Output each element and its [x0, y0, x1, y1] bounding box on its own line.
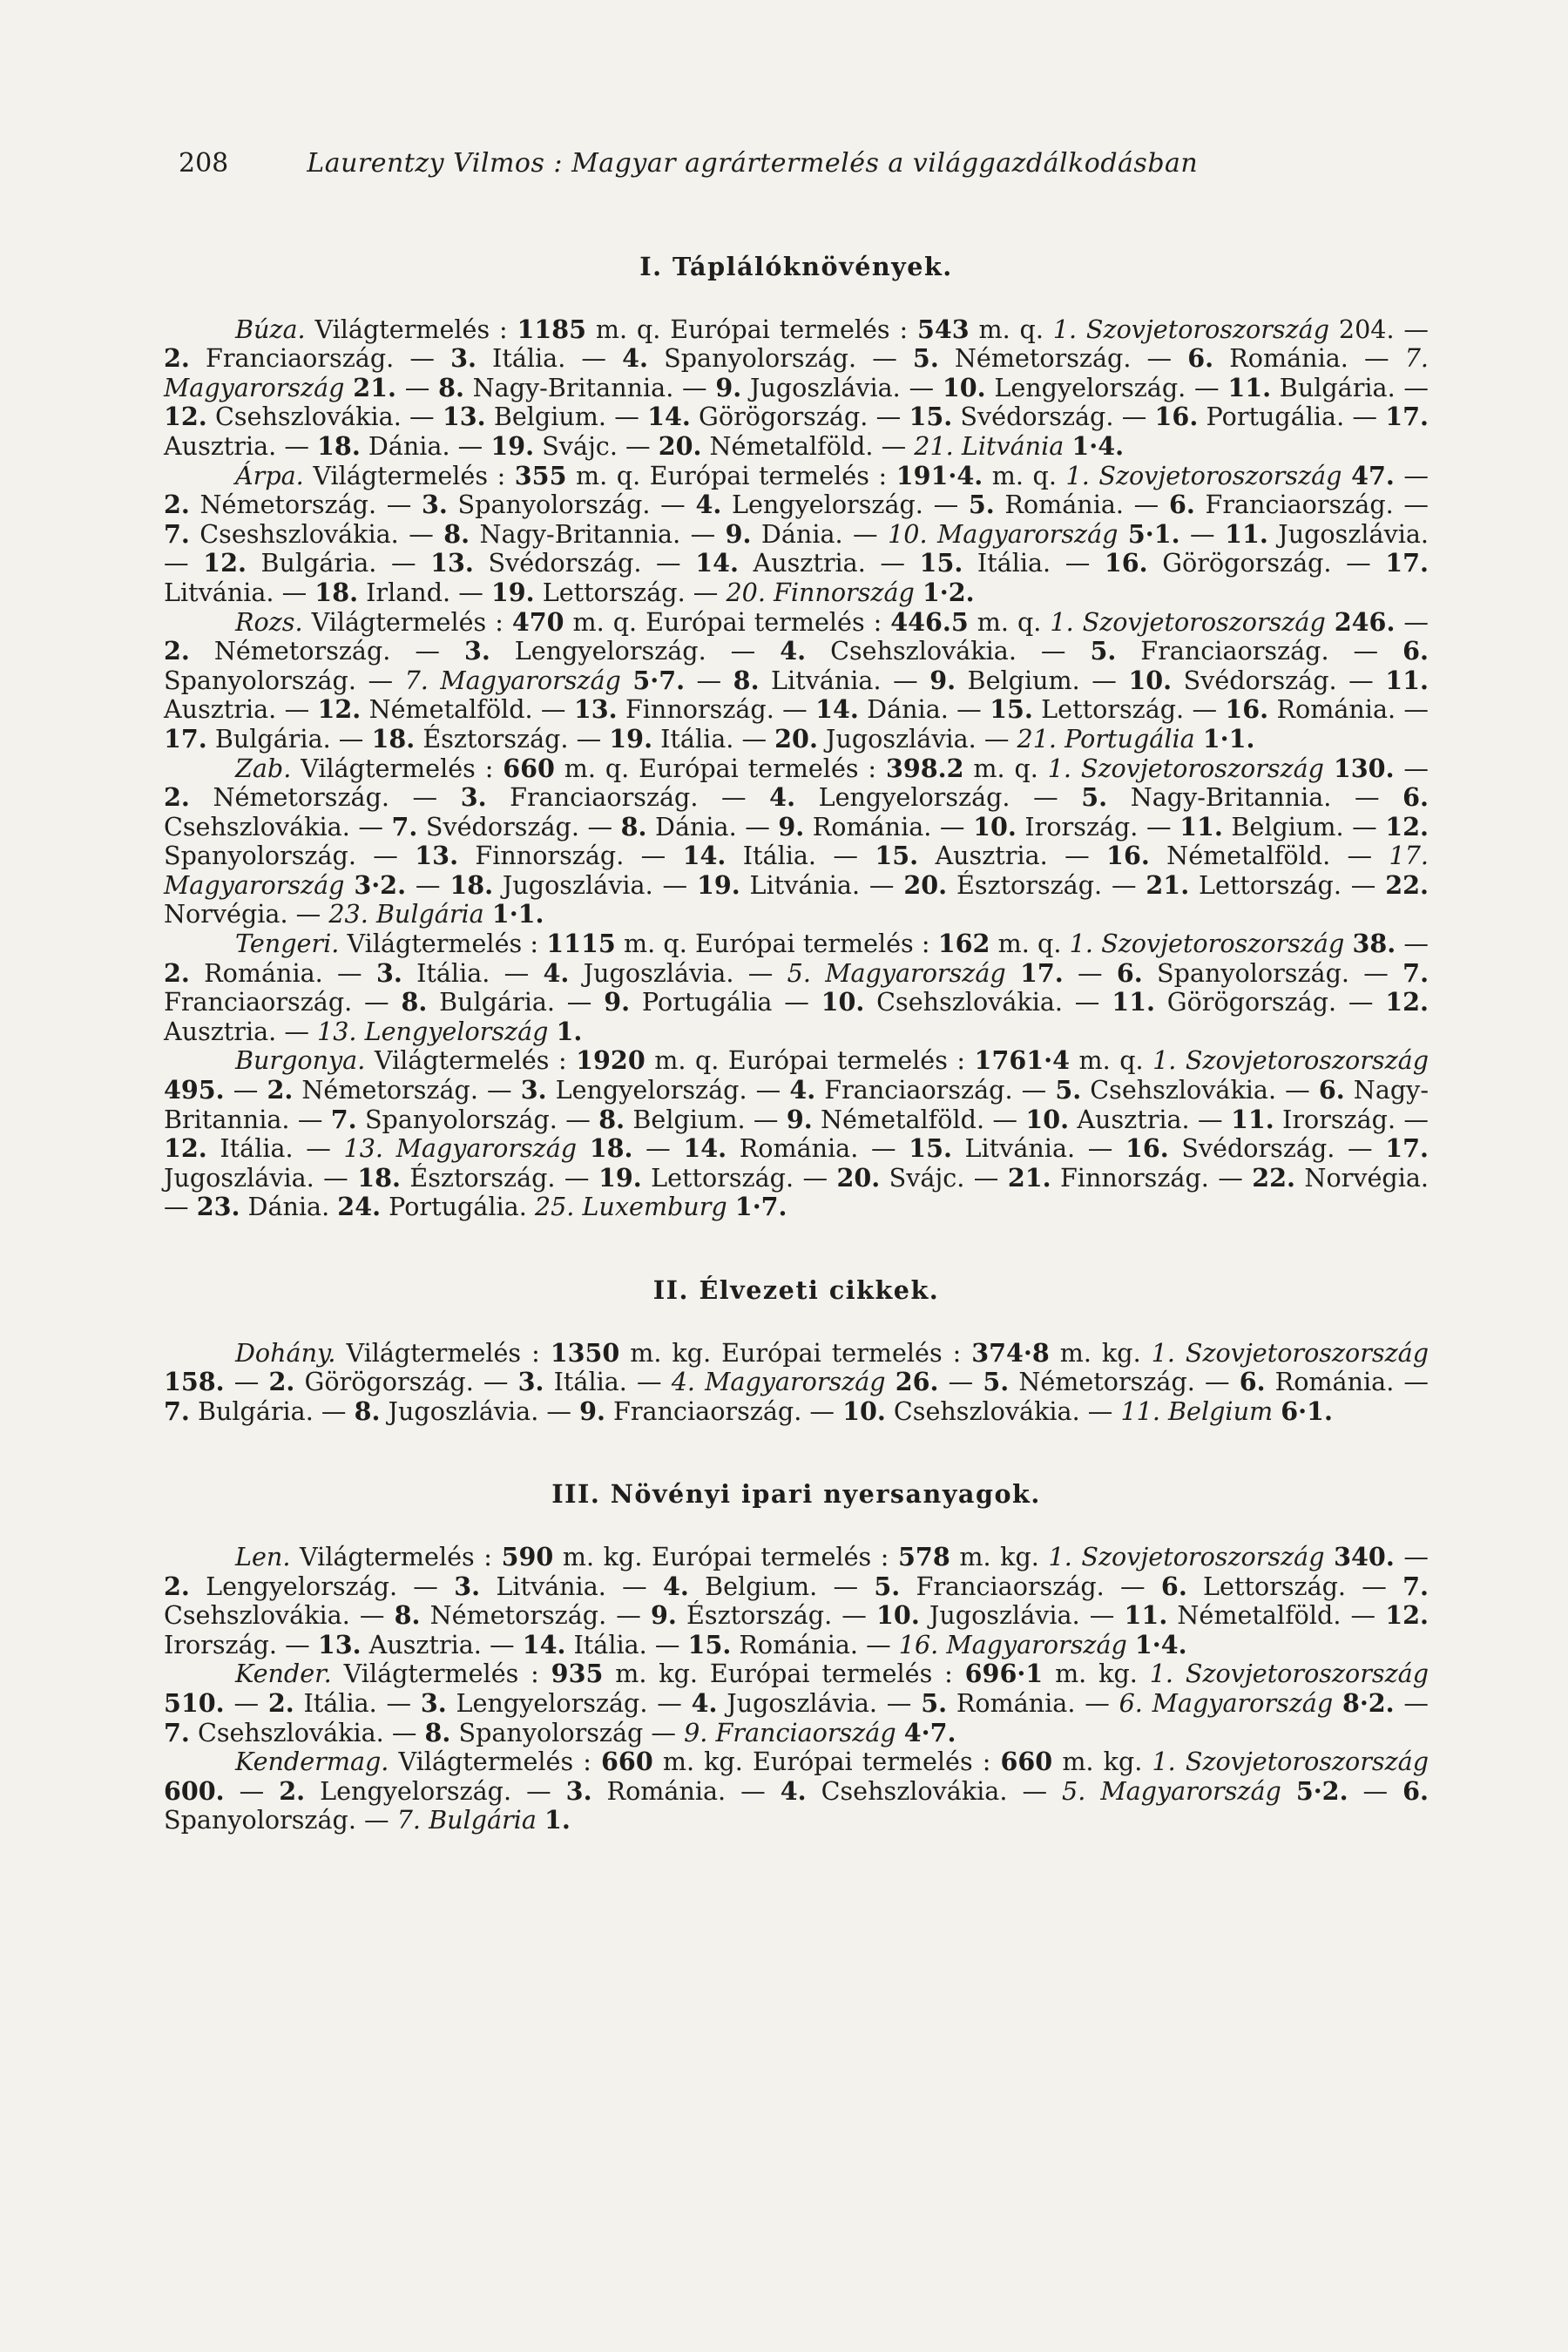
crop-name: Len. [235, 1541, 291, 1571]
paragraph-text: Világtermelés : 1350 m. kg. Európai termelés : 374·8 m. kg. 1. Szovjetoroszország 158. — 2. Görögország. — 3. Itália. — 4. Magyarország 26. — 5. Németország. — 6. Románia. — 7. Bulgária. — 8. Jugoszlávia. — 9. Franciaország. — 10. Csehszlovákia. — 11. Belgium 6·1. [164, 1337, 1429, 1426]
paragraph-text: Világtermelés : 660 m. q. Európai termelés : 398.2 m. q. 1. Szovjetoroszország 130. — 2. Németország. — 3. Franciaország. — 4. Lengyelország. — 5. Nagy-Britannia. — 6. Csehszlovákia. — 7. Svédország. — 8. Dánia. — 9. Románia. — 10. Irország. — 11. Belgium. — 12. Spanyolország. — 13. Finnország. — 14. Itália. — 15. Ausztria. — 16. Németalföld. — 17. Magyarország 3·2. — 18. Jugoszlávia. — 19. Litvánia. — 20. Észtország. — 21. Lettország. — 22. Norvégia. — 23. Bulgária 1·1. [164, 753, 1429, 929]
paragraph-text: Világtermelés : 1185 m. q. Európai termelés : 543 m. q. 1. Szovjetoroszország 204. — 2. Franciaország. — 3. Itália. — 4. Spanyolország. — 5. Németország. — 6. Románia. — 7. Magyarország 21. — 8. Nagy-Britannia. — 9. Jugoszlávia. — 10. Lengyelország. — 11. Bulgária. — 12. Csehszlovákia. — 13. Belgium. — 14. Görögország. — 15. Svédország. — 16. Portugália. — 17. Ausztria. — 18. Dánia. — 19. Svájc. — 20. Németalföld. — 21. Litvánia 1·4. [164, 314, 1429, 461]
document-body [164, 253, 1429, 1835]
paragraph-text: Világtermelés : 470 m. q. Európai termelés : 446.5 m. q. 1. Szovjetoroszország 246. — 2. Németország. — 3. Lengyelország. — 4. Csehszlovákia. — 5. Franciaország. — 6. Spanyolország. — 7. Magyarország 5·7. — 8. Litvánia. — 9. Belgium. — 10. Svédország. — 11. Ausztria. — 12. Németalföld. — 13. Finnország. — 14. Dánia. — 15. Lettország. — 16. Románia. — 17. Bulgária. — 18. Észtország. — 19. Itália. — 20. Jugoszlávia. — 21. Portugália 1·1. [164, 606, 1429, 754]
paragraph-text: Világtermelés : 355 m. q. Európai termelés : 191·4. m. q. 1. Szovjetoroszország 47. — 2. Németország. — 3. Spanyolország. — 4. Lengyelország. — 5. Románia. — 6. Franciaország. — 7. Cseshszlovákia. — 8. Nagy-Britannia. — 9. Dánia. — 10. Magyarország 5·1. — 11. Jugoszlávia. — 12. Bulgária. — 13. Svédország. — 14. Ausztria. — 15. Itália. — 16. Görögország. — 17. Litvánia. — 18. Irland. — 19. Lettország. — 20. Finnország 1·2. [164, 460, 1429, 607]
paragraph-text: Világtermelés : 660 m. kg. Európai termelés : 660 m. kg. 1. Szovjetoroszország 600. — 2. Lengyelország. — 3. Románia. — 4. Csehszlovákia. — 5. Magyarország 5·2. — 6. Spanyolország. — 7. Bulgária 1. [164, 1747, 1429, 1835]
crop-name: Rozs. [235, 606, 303, 637]
section-title-ipari-nyersanyagok: III. Növényi ipari nyersanyagok. [551, 1479, 1041, 1510]
crop-name: Zab. [235, 753, 292, 783]
crop-name: Dohány. [235, 1337, 336, 1368]
crop-name: Árpa. [235, 460, 304, 490]
paragraph-zab [164, 754, 1429, 930]
crop-name: Kender. [235, 1659, 332, 1689]
paragraph-kendermag [164, 1747, 1429, 1835]
crop-name: Burgonya. [235, 1045, 366, 1076]
section-title-elvezeti-cikkek: II. Élvezeti cikkek. [652, 1275, 940, 1305]
page-number: 208 [179, 148, 229, 179]
paragraph-buza [164, 315, 1429, 462]
paragraph-tengeri [164, 929, 1429, 1046]
crop-name: Kendermag. [235, 1747, 389, 1777]
crop-name: Tengeri. [235, 929, 340, 959]
paragraph-dohany [164, 1339, 1429, 1427]
paragraph-text: Világtermelés : 1115 m. q. Európai termelés : 162 m. q. 1. Szovjetoroszország 38. — 2. Románia. — 3. Itália. — 4. Jugoszlávia. — 5. Magyarország 17. — 6. Spanyolország. — 7. Franciaország. — 8. Bulgária. — 9. Portugália — 10. Csehszlovákia. — 11. Görögország. — 12. Ausztria. — 13. Lengyelország 1. [164, 929, 1429, 1046]
paragraph-text: Világtermelés : 1920 m. q. Európai termelés : 1761·4 m. q. 1. Szovjetoroszország 495. — 2. Németország. — 3. Lengyelország. — 4. Franciaország. — 5. Csehszlovákia. — 6. Nagy-Britannia. — 7. Spanyolország. — 8. Belgium. — 9. Németalföld. — 10. Ausztria. — 11. Irország. — 12. Itália. — 13. Magyarország 18. — 14. Románia. — 15. Litvánia. — 16. Svédország. — 17. Jugoszlávia. — 18. Észtország. — 19. Lettország. — 20. Svájc. — 21. Finnország. — 22. Norvégia. — 23. Dánia. 24. Portugália. 25. Luxemburg 1·7. [164, 1045, 1429, 1222]
section-title-tapláloknovenyek: I. Táplálóknövények. [639, 252, 953, 281]
paragraph-kender [164, 1659, 1429, 1747]
running-title: Laurentzy Vilmos : Magyar agrártermelés a világgazdálkodásban [307, 148, 1199, 179]
paragraph-text: Világtermelés : 590 m. kg. Európai termelés : 578 m. kg. 1. Szovjetoroszország 340. — 2. Lengyelország. — 3. Litvánia. — 4. Belgium. — 5. Franciaország. — 6. Lettország. — 7. Csehszlovákia. — 8. Németország. — 9. Észtország. — 10. Jugoszlávia. — 11. Németalföld. — 12. Irország. — 13. Ausztria. — 14. Itália. — 15. Románia. — 16. Magyarország 1·4. [164, 1541, 1429, 1659]
crop-name: Búza. [235, 314, 306, 344]
running-head [179, 146, 1381, 181]
paragraph-burgonya [164, 1046, 1429, 1222]
paragraph-text: Világtermelés : 935 m. kg. Európai termelés : 696·1 m. kg. 1. Szovjetoroszország 510. — 2. Itália. — 3. Lengyelország. — 4. Jugoszlávia. — 5. Románia. — 6. Magyarország 8·2. — 7. Csehszlovákia. — 8. Spanyolország — 9. Franciaország 4·7. [164, 1659, 1429, 1747]
paragraph-len [164, 1543, 1429, 1659]
paragraph-arpa [164, 462, 1429, 608]
paragraph-rozs [164, 608, 1429, 754]
